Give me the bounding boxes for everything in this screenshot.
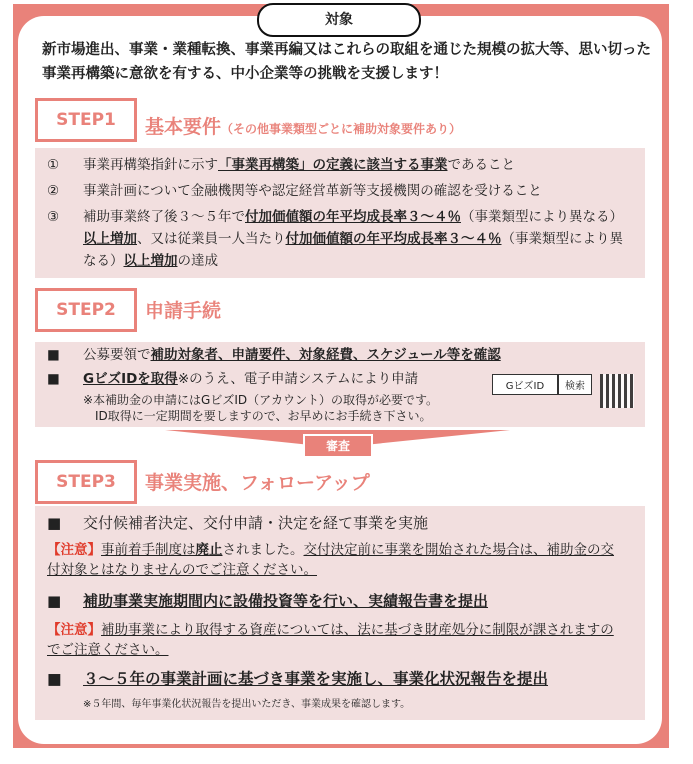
lead-text: 新市場進出、事業・業種転換、事業再編又はこれらの取組を通じた規模の拡大等、思い切った事業再構築に意欲を有する、中小企業等の挑戦を支援します！: [42, 42, 651, 82]
caution-tag: 【注意】: [47, 622, 101, 638]
bullet-square-icon: ■: [47, 592, 62, 610]
text: 事業計画について金融機関等や認定経営革新等支援機関の確認を受けること: [83, 183, 542, 199]
text: （事業類型により異なる）: [461, 209, 623, 225]
text: 交付候補者決定、交付申請・決定を経て事業を実施: [83, 514, 429, 532]
text: 事前着手制度は: [101, 542, 196, 558]
review-label: 審査: [303, 434, 373, 458]
text: 交付決定前に事業を開始された場合は、補助金の交付対象とはなりませんのでご注意ください。: [47, 542, 614, 578]
bullet-square-icon: ■: [47, 371, 60, 387]
step3-badge: STEP3: [35, 460, 137, 504]
emphasis: 以上増加: [123, 253, 178, 269]
step1-subtitle: （その他事業類型ごとに補助対象要件あり）: [221, 122, 462, 136]
text: の達成: [177, 253, 218, 269]
step3-item-2: [47, 590, 488, 612]
bullet-square-icon: ■: [47, 514, 62, 532]
step3-item-3: [47, 668, 548, 690]
target-label: 対象: [257, 3, 421, 37]
emphasis: 廃止: [195, 542, 223, 558]
caution-2: [47, 620, 627, 660]
text: 補助事業終了後３～５年で: [83, 209, 245, 225]
text: 事業再構築指針に示す: [83, 157, 218, 173]
step1-badge: STEP1: [35, 98, 137, 142]
emphasis: GビズIDを取得: [83, 371, 178, 387]
text: されました。: [222, 542, 304, 558]
step1-title-text: 基本要件: [145, 116, 222, 138]
item-number: ①: [47, 157, 60, 173]
emphasis: 付加価値額の年平均成長率３～４％: [285, 231, 502, 247]
bullet-square-icon: ■: [47, 347, 60, 363]
step3-note: ※５年間、毎年事業化状況報告を提出いただき、事業成果を確認します。: [83, 699, 411, 710]
gbizid-search-box[interactable]: [492, 374, 592, 395]
text: 補助事業により取得する資産については、法に基づき財産処分に制限が課されますのでご注意ください。: [47, 622, 614, 658]
requirement-3: [47, 206, 623, 272]
step2-item-1: [47, 344, 501, 366]
emphasis: 「事業再構築」の定義に該当する事業: [218, 157, 448, 173]
step3-item-1: [47, 512, 428, 534]
emphasis: 補助事業実施期間内に設備投資等を行い、実績報告書を提出: [83, 592, 489, 610]
bullet-square-icon: ■: [47, 670, 62, 688]
text: （事業類型により異なる）: [83, 231, 623, 269]
text: であること: [447, 157, 515, 173]
text: ※のうえ、電子申請システムにより申請: [177, 371, 419, 387]
step1-title: [145, 112, 461, 139]
search-term: GビズID: [492, 374, 558, 395]
requirement-1: [47, 154, 515, 176]
step2-note-2: ID取得に一定期間を要しますので、お早めにお手続き下さい。: [95, 409, 432, 423]
text: 、又は従業員一人当たり: [137, 231, 286, 247]
step2-title: 申請手続: [145, 300, 222, 322]
requirement-2: [47, 180, 542, 202]
step3-title: 事業実施、フォローアップ: [145, 472, 370, 494]
step2-note-1: ※本補助金の申請にはGビズID（アカウント）の取得が必要です。: [83, 393, 439, 407]
item-number: ③: [47, 209, 60, 225]
emphasis: 補助対象者、申請要件、対象経費、スケジュール等を確認: [150, 347, 501, 363]
caution-1: [47, 540, 627, 580]
emphasis: 付加価値額の年平均成長率３～４％: [245, 209, 461, 225]
qr-code-icon: [600, 374, 634, 408]
emphasis: 以上増加: [83, 231, 137, 247]
step2-item-2: [47, 368, 418, 390]
step1-panel: [35, 148, 645, 278]
emphasis: ３～５年の事業計画に基づき事業を実施し、事業化状況報告を提出: [83, 670, 549, 688]
step2-badge: STEP2: [35, 288, 137, 332]
step3-panel: [35, 506, 645, 720]
caution-tag: 【注意】: [47, 542, 101, 558]
text: 公募要領で: [83, 347, 151, 363]
item-number: ②: [47, 183, 60, 199]
search-button[interactable]: 検索: [558, 374, 592, 395]
